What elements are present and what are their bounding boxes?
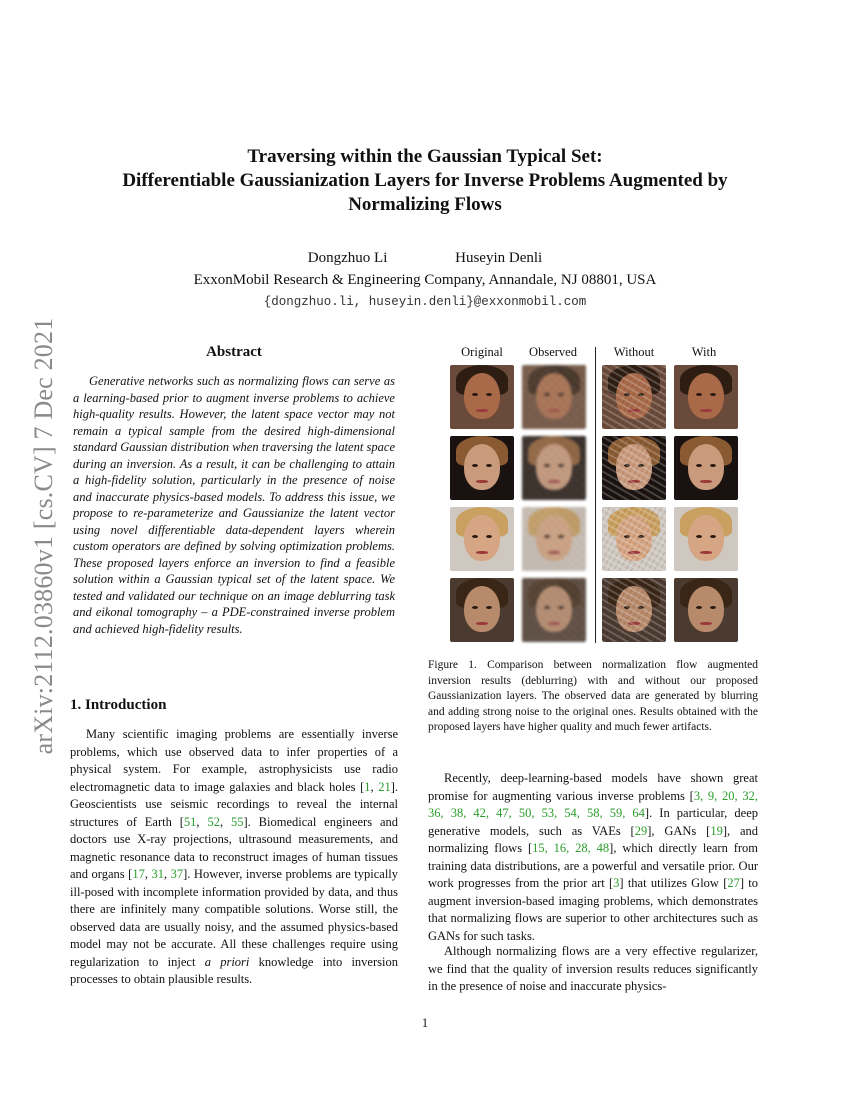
citation-link[interactable]: 17 <box>132 867 145 881</box>
face-image-without <box>602 365 666 429</box>
title-line-2: Differentiable Gaussianization Layers for Inverse Problems Augmented by <box>122 170 728 191</box>
column-header-original: Original <box>461 345 503 359</box>
face-image-with <box>674 436 738 500</box>
figure-divider <box>595 347 596 643</box>
author-name: Huseyin Denli <box>455 250 543 266</box>
author-name: Dongzhuo Li <box>307 250 388 266</box>
abstract-text: Generative networks such as normalizing flows can serve as a learning-based prior to augment inverse problems to achieve high-quality results. However, the latent space vector may not remain a typical sample from the desired high-dimensional standard Gaussian distribution when traversing the latent space during an inversion. As a result, it can be challenging to attain a high-fidelity solution, particularly in the presence of noise and inaccurate physics-based models. To address this issue, we propose to re-parameterize and Gaussianize the latent vector using novel differentiable data-dependent layers wherein custom operators are defined by solving optimization problems. These proposed layers enforce an inversion to find a feasible solution within a Gaussian typical set of the latent space. We tested and validated our technique on an image deblurring task and eikonal tomography – a PDE-constrained inverse problem and achieved high-fidelity results. <box>73 374 395 636</box>
citation-link[interactable]: 1 <box>364 779 371 794</box>
face-image-with <box>674 507 738 571</box>
arxiv-identifier: arXiv:2112.03860v1 [cs.CV] 7 Dec 2021 <box>29 317 58 755</box>
title-line-1: Traversing within the Gaussian Typical Set: <box>247 146 603 167</box>
citation-list[interactable]: 3, 9, 20, 32, 36, 38, 42, 47, 50, 53, 54, 58, 59, 64 <box>428 788 758 820</box>
column-header-without: Without <box>613 345 655 359</box>
citation-link[interactable]: 3 <box>613 876 620 890</box>
introduction-paragraph: Many scientific imaging problems are essentially inverse problems, which use observed data to infer properties of a physical system. For example, astrophysicists use radio electromagnetic data to image galaxies and black holes [1, 21]. Geoscientists use seismic recordings to reveal the internal structures of Earth [51, 52, 55]. Biomedical engineers and doctors use X-ray projections, ultrasound measurements, and magnetic resonance data to reconstruct images of human tissues and organs [17, 31, 37]. However, inverse problems are typically ill-posed with incomplete information provided by data, and thus there are infinitely many compatible solutions. Worse still, the observed data are usually noisy, and the assumed physics-based model may not be accurate. All these challenges require using regularization to inject a priori knowledge into inversion processes to obtain plausible results. <box>70 727 399 986</box>
face-image-original <box>450 507 514 571</box>
face-image-observed <box>522 365 586 429</box>
page-number: 1 <box>421 1016 429 1030</box>
body-paragraph: Recently, deep-learning-based models have shown great promise for augmenting various inverse problems [3, 9, 20, 32, 36, 38, 42, 47, 50, 53, 54, 58, 59, 64]. In particular, deep generative models, such as VAEs [29], GANs [19], and normalizing flows [15, 16, 28, 48], which directly learn from training data distributions, are a powerful and versatile prior. Our work progresses from the prior art [3] that utilizes Glow [27] to augment inversion-based imaging problems, which demonstrates that normalizing flows are superior to other architectures such as GANs for such tasks. <box>428 771 759 943</box>
face-image-without <box>602 507 666 571</box>
abstract-heading: Abstract <box>206 344 262 360</box>
author-emails: {dongzhuo.li, huseyin.denli}@exxonmobil.com <box>263 295 587 309</box>
citation-link[interactable]: 31 <box>151 867 164 881</box>
citation-link[interactable]: 51 <box>183 814 197 829</box>
column-header-with: With <box>691 345 717 359</box>
author-block <box>90 247 760 313</box>
citation-link[interactable]: 55 <box>230 814 244 829</box>
face-image-observed <box>522 578 586 642</box>
arxiv-stamp <box>24 296 64 776</box>
citation-link[interactable]: 52 <box>207 814 220 829</box>
citation-link[interactable]: 19 <box>710 823 723 838</box>
title-line-3: Normalizing Flows <box>348 194 502 215</box>
citation-link[interactable]: 21 <box>378 779 391 794</box>
face-image-with <box>674 365 738 429</box>
paper-title <box>90 145 760 217</box>
figure-column-headers <box>440 345 760 363</box>
face-image-original <box>450 365 514 429</box>
figure-1 <box>440 345 760 645</box>
face-image-observed <box>522 436 586 500</box>
face-image-with <box>674 578 738 642</box>
citation-link[interactable]: 29 <box>634 823 648 838</box>
citation-link[interactable]: 27 <box>727 876 740 890</box>
face-image-without <box>602 578 666 642</box>
figure-caption: Figure 1. Comparison between normalization flow augmented inversion results (deblurring) with and without our proposed Gaussianization layers. The observed data are generated by blurring and adding strong noise to the original ones. Results obtained with the proposed layers have higher quality and much fewer artifacts. <box>428 659 758 733</box>
column-header-observed: Observed <box>529 345 577 359</box>
introduction-heading: 1. Introduction <box>70 697 167 713</box>
face-image-original <box>450 578 514 642</box>
citation-link[interactable]: 37 <box>170 867 184 881</box>
affiliation: ExxonMobil Research & Engineering Company, Annandale, NJ 08801, USA <box>193 272 657 288</box>
citation-list[interactable]: 15, 16, 28, 48 <box>532 841 610 855</box>
body-paragraph: Although normalizing flows are a very effective regularizer, we find that the quality of inversion results reduces significantly in the presence of noise and inaccurate physics- <box>428 944 758 993</box>
face-image-original <box>450 436 514 500</box>
author-names <box>90 247 760 269</box>
abstract-section <box>70 344 398 637</box>
face-image-observed <box>522 507 586 571</box>
face-image-without <box>602 436 666 500</box>
